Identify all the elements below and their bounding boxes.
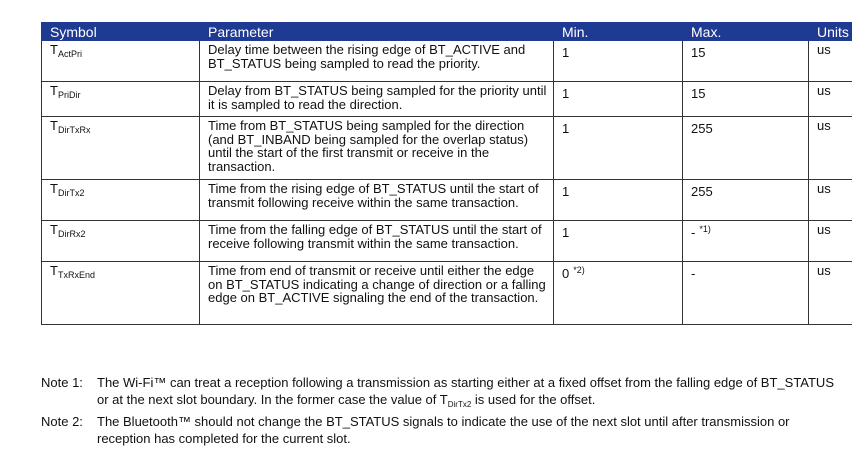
max-cell: - $^{*1)}$ bbox=[683, 221, 809, 262]
max-cell: 255 bbox=[683, 180, 809, 221]
parameter-cell: Time from the falling edge of BT_STATUS until the start of receive following transmit within the same transaction. bbox=[200, 221, 554, 262]
table-header-row bbox=[42, 23, 852, 41]
units-cell: us bbox=[809, 117, 852, 180]
symbol-cell: $T_{ActPri}$ bbox=[42, 41, 200, 82]
header-min: Min. bbox=[554, 23, 683, 41]
parameter-cell: Time from the rising edge of BT_STATUS until the start of transmit following receive within the same transaction. bbox=[200, 180, 554, 221]
parameter-cell: Delay from BT_STATUS being sampled for the priority until it is sampled to read the direction. bbox=[200, 82, 554, 117]
symbol-cell: $T_{DirTx2}$ bbox=[42, 180, 200, 221]
table-row bbox=[42, 41, 852, 82]
min-cell: 0 $^{*2)}$ bbox=[554, 262, 683, 325]
table-row bbox=[42, 262, 852, 325]
header-max: Max. bbox=[683, 23, 809, 41]
min-cell: 1 bbox=[554, 221, 683, 262]
table-row bbox=[42, 221, 852, 262]
max-cell: 15 bbox=[683, 82, 809, 117]
parameter-cell: Time from end of transmit or receive until either the edge on BT_STATUS indicating a change of direction or a falling edge on BT_ACTIVE signaling the end of the transaction. bbox=[200, 262, 554, 325]
table-row bbox=[42, 117, 852, 180]
note-text: The Wi-Fi™ can treat a reception following a transmission as starting either at a fixed offset from the falling edge of BT_STATUS or at the next slot boundary. In the former case the value of $T_{DirTx2}$ is used for the offset. bbox=[97, 374, 846, 413]
parameter-cell: Time from BT_STATUS being sampled for the direction (and BT_INBAND being sampled for the overlap status) until the start of the first transmit or receive in the transaction. bbox=[200, 117, 554, 180]
table-row bbox=[42, 82, 852, 117]
max-cell: - bbox=[683, 262, 809, 325]
max-cell: 15 bbox=[683, 41, 809, 82]
min-cell: 1 bbox=[554, 82, 683, 117]
max-cell: 255 bbox=[683, 117, 809, 180]
header-units: Units bbox=[809, 23, 852, 41]
notes-section bbox=[41, 374, 846, 452]
symbol-cell: $T_{PriDir}$ bbox=[42, 82, 200, 117]
symbol-cell: $T_{DirRx2}$ bbox=[42, 221, 200, 262]
symbol-cell: $T_{TxRxEnd}$ bbox=[42, 262, 200, 325]
header-symbol: Symbol bbox=[42, 23, 200, 41]
parameter-cell: Delay time between the rising edge of BT_ACTIVE and BT_STATUS being sampled to read the priority. bbox=[200, 41, 554, 82]
timing-table bbox=[41, 22, 852, 325]
note-1 bbox=[41, 374, 846, 413]
min-cell: 1 bbox=[554, 117, 683, 180]
units-cell: us bbox=[809, 41, 852, 82]
table-row bbox=[42, 180, 852, 221]
units-cell: us bbox=[809, 82, 852, 117]
units-cell: us bbox=[809, 180, 852, 221]
min-cell: 1 bbox=[554, 41, 683, 82]
header-parameter: Parameter bbox=[200, 23, 554, 41]
units-cell: us bbox=[809, 262, 852, 325]
note-text: The Bluetooth™ should not change the BT_STATUS signals to indicate the use of the next slot until after transmission or reception has completed for the current slot. bbox=[97, 413, 846, 452]
symbol-cell: $T_{DirTxRx}$ bbox=[42, 117, 200, 180]
units-cell: us bbox=[809, 221, 852, 262]
note-2 bbox=[41, 413, 846, 452]
note-label: Note 2: bbox=[41, 413, 97, 452]
min-cell: 1 bbox=[554, 180, 683, 221]
note-label: Note 1: bbox=[41, 374, 97, 413]
